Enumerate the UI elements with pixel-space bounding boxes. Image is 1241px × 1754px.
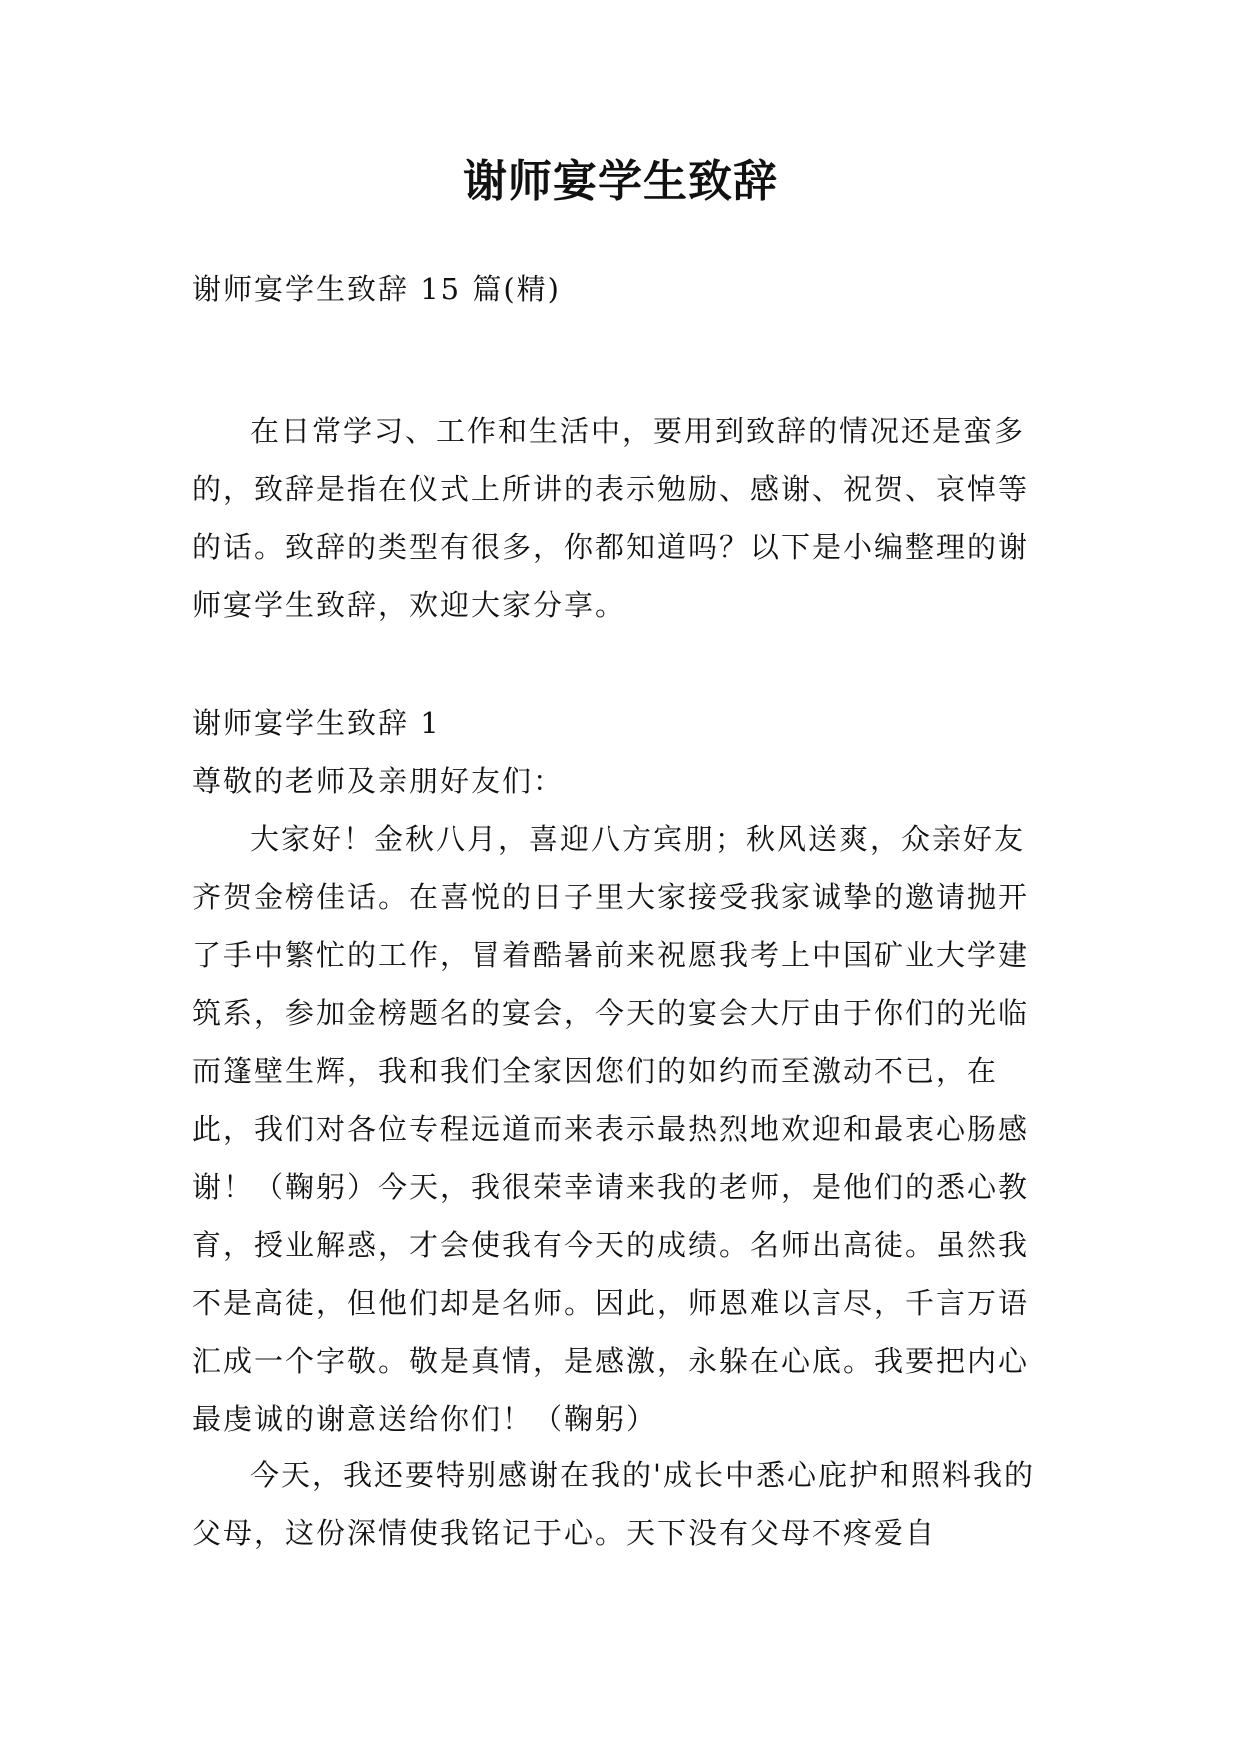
salutation: 尊敬的老师及亲朋好友们： — [192, 764, 565, 798]
document-title: 谢师宴学生致辞 — [463, 156, 778, 207]
body-paragraph: 大家好！金秋八月，喜迎八方宾朋；秋风送爽，众亲好友齐贺金榜佳话。在喜悦的日子里大家接受我家诚挚的邀请抛开了手中繁忙的工作，冒着酷暑前来祝愿我考上中国矿业大学建筑系，参加金榜题名的宴会，今天的宴会大厅由于你们的光临而篷壁生辉，我和我们全家因您们的如约而至激动不已，在此，我们对各位专程远道而来表示最热烈地欢迎和最衷心肠感谢！（鞠躬）今天，我很荣幸请来我的老师，是他们的悉心教育，授业解惑，才会使我有今天的成绩。名师出高徒。虽然我不是高徒，但他们却是名师。因此，师恩难以言尽，千言万语汇成一个字敬。敬是真情，是感激，永躲在心底。我要把内心最虔诚的谢意送给你们！（鞠躬） — [192, 822, 1030, 1436]
document-subtitle: 谢师宴学生致辞 15 篇(精) — [192, 272, 561, 306]
section-heading: 谢师宴学生致辞 1 — [192, 706, 441, 740]
body-paragraph: 今天，我还要特别感谢在我的'成长中悉心庇护和照料我的父母，这份深情使我铭记于心。天下没有父母不疼爱自 — [192, 1458, 1035, 1550]
intro-paragraph: 在日常学习、工作和生活中，要用到致辞的情况还是蛮多的，致辞是指在仪式上所讲的表示勉励、感谢、祝贺、哀悼等的话。致辞的类型有很多，你都知道吗？以下是小编整理的谢师宴学生致辞，欢迎大家分享。 — [192, 414, 1030, 622]
